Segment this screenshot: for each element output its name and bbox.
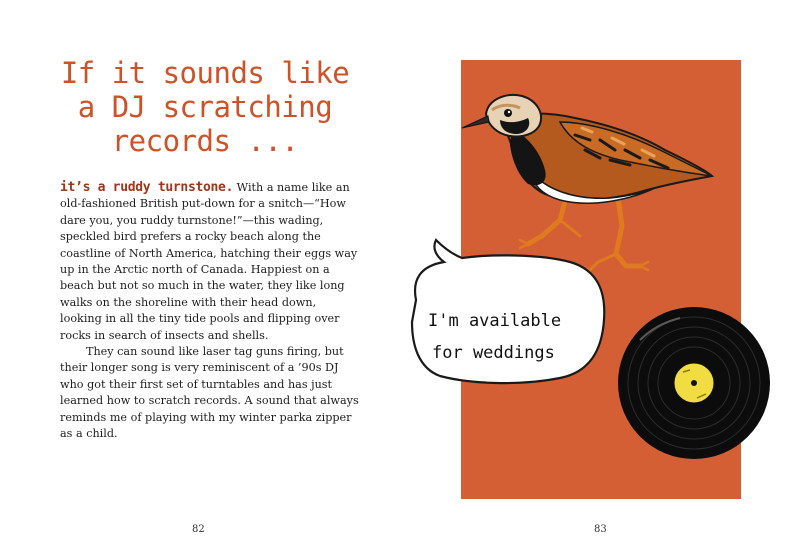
speech-line-2: for weddings — [432, 343, 555, 363]
speech-line-1: I'm available — [428, 311, 562, 331]
vinyl-record-icon — [618, 307, 770, 459]
paragraph-1-text: With a name like an old-fashioned British put-down for a snitch—“How dare you, you ruddy turnstone!”—this wading, speckled bird prefers a rocky beach along the coastline of North America, hatching their eggs way up in the Arctic north of Canada. Happiest on a beach but not so much in the water, they like long walks on the shoreline with their head down, looking in all the tiny tide pools and flipping over rocks in search of insects and shells. — [60, 181, 358, 342]
heading-line-3: records ... — [111, 124, 299, 158]
ruddy-turnstone-bird-illustration — [462, 95, 712, 270]
heading-line-1: If it sounds like — [60, 56, 350, 90]
page-number-right: 83 — [594, 524, 607, 535]
paragraph-2: They can sound like laser tag guns firing, but their longer song is very reminiscent of a ’90s DJ who got their first set of turntables and has just learned how to scratch records. A sound that always reminds me of playing with my winter parka zipper as a child. — [60, 345, 359, 441]
lead-in: it’s a ruddy turnstone. — [60, 180, 234, 195]
page-number-left: 82 — [192, 524, 205, 535]
speech-bubble — [412, 240, 604, 383]
heading-line-2: a DJ scratching — [77, 90, 333, 124]
